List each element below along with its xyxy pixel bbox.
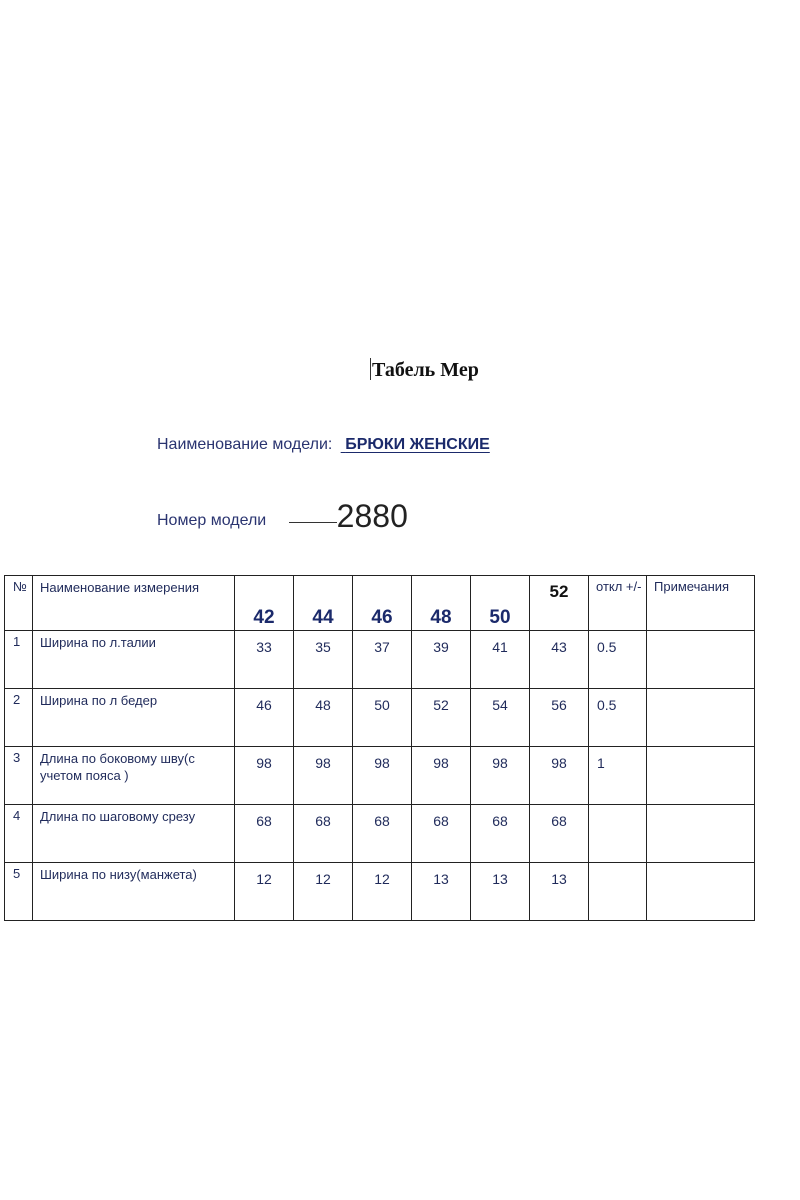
size-value: 68 xyxy=(412,805,471,863)
header-size-label: 46 xyxy=(371,607,393,628)
table-row xyxy=(5,863,755,921)
header-size xyxy=(412,576,471,631)
size-value: 68 xyxy=(471,805,530,863)
tolerance-value: 0.5 xyxy=(589,689,647,747)
size-value: 48 xyxy=(294,689,353,747)
size-value: 98 xyxy=(235,747,294,805)
size-value: 98 xyxy=(471,747,530,805)
header-size xyxy=(353,576,412,631)
size-value: 50 xyxy=(353,689,412,747)
measurement-name: Ширина по низу(манжета) xyxy=(33,863,235,921)
size-value: 98 xyxy=(353,747,412,805)
model-number-line xyxy=(157,498,408,535)
size-value: 68 xyxy=(353,805,412,863)
measurement-name: Длина по боковому шву(с учетом пояса ) xyxy=(33,747,235,805)
notes-cell xyxy=(647,689,755,747)
row-number: 2 xyxy=(5,689,33,747)
text-cursor xyxy=(370,358,371,380)
size-value: 54 xyxy=(471,689,530,747)
header-tolerance: откл +/- xyxy=(589,576,647,631)
notes-cell xyxy=(647,747,755,805)
document-title-text: Табель Мер xyxy=(372,359,479,381)
size-value: 13 xyxy=(530,863,589,921)
model-name-label: Наименование модели: xyxy=(157,436,333,453)
table-header-row xyxy=(5,576,755,631)
header-size xyxy=(471,576,530,631)
size-value: 68 xyxy=(235,805,294,863)
table-row xyxy=(5,689,755,747)
tolerance-value: 0.5 xyxy=(589,631,647,689)
measurement-name: Ширина по л бедер xyxy=(33,689,235,747)
size-value: 39 xyxy=(412,631,471,689)
row-number: 3 xyxy=(5,747,33,805)
measurement-name: Ширина по л.талии xyxy=(33,631,235,689)
size-value: 12 xyxy=(235,863,294,921)
size-value: 33 xyxy=(235,631,294,689)
model-name-line xyxy=(157,436,490,454)
size-value: 12 xyxy=(294,863,353,921)
measurement-name: Длина по шаговому срезу xyxy=(33,805,235,863)
tolerance-value xyxy=(589,863,647,921)
table-body xyxy=(5,631,755,921)
table-row xyxy=(5,747,755,805)
size-value: 13 xyxy=(471,863,530,921)
header-num: № xyxy=(5,576,33,631)
table-row xyxy=(5,631,755,689)
size-value: 68 xyxy=(294,805,353,863)
header-notes: Примечания xyxy=(647,576,755,631)
size-value: 13 xyxy=(412,863,471,921)
size-value: 12 xyxy=(353,863,412,921)
header-size-label: 44 xyxy=(312,607,334,628)
size-value: 37 xyxy=(353,631,412,689)
tolerance-value xyxy=(589,805,647,863)
notes-cell xyxy=(647,805,755,863)
header-size-label: 42 xyxy=(253,607,275,628)
size-value: 56 xyxy=(530,689,589,747)
header-size xyxy=(294,576,353,631)
tolerance-value: 1 xyxy=(589,747,647,805)
model-number-value: 2880 xyxy=(336,498,408,534)
size-value: 98 xyxy=(530,747,589,805)
document-title xyxy=(370,358,479,382)
size-value: 98 xyxy=(412,747,471,805)
row-number: 5 xyxy=(5,863,33,921)
header-size-label: 52 xyxy=(549,582,569,601)
notes-cell xyxy=(647,631,755,689)
model-number-label: Номер модели xyxy=(157,512,267,529)
header-size xyxy=(235,576,294,631)
size-value: 43 xyxy=(530,631,589,689)
row-number: 1 xyxy=(5,631,33,689)
size-value: 68 xyxy=(530,805,589,863)
model-name-value: БРЮКИ ЖЕНСКИЕ xyxy=(345,436,490,453)
size-value: 41 xyxy=(471,631,530,689)
size-value: 46 xyxy=(235,689,294,747)
table-row xyxy=(5,805,755,863)
notes-cell xyxy=(647,863,755,921)
header-measurement-name: Наименование измерения xyxy=(33,576,235,631)
header-size-label: 48 xyxy=(430,607,452,628)
header-size xyxy=(530,576,589,631)
header-size-label: 50 xyxy=(489,607,511,628)
measurement-table xyxy=(4,575,755,921)
size-value: 52 xyxy=(412,689,471,747)
size-value: 98 xyxy=(294,747,353,805)
model-number-underline xyxy=(289,522,337,523)
size-value: 35 xyxy=(294,631,353,689)
row-number: 4 xyxy=(5,805,33,863)
